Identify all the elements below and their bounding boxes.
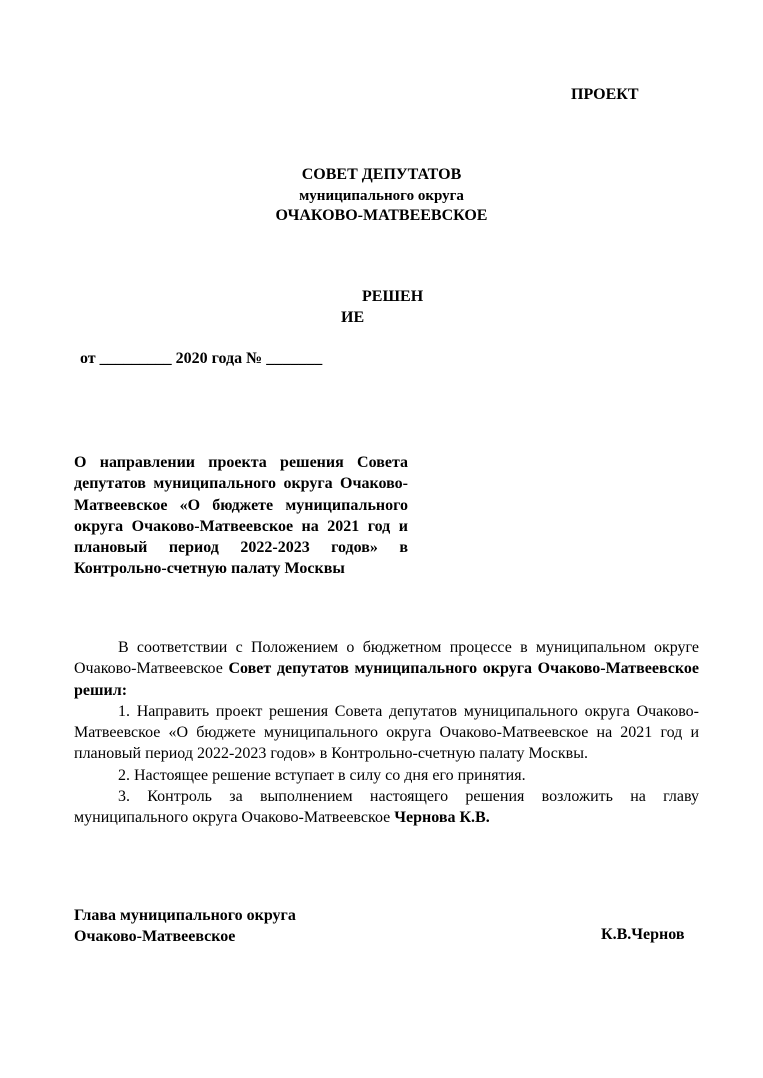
signature-name: К.В.Чернов	[601, 926, 685, 943]
decision-body	[74, 637, 699, 829]
project-stamp: ПРОЕКТ	[571, 86, 639, 103]
decision-subject: О направлении проекта решения Совета депутатов муниципального округа Очаково-Матвеевское «О бюджете муниципального округа Очаково-Матвеевское на 2021 год и плановый период 2022-2023 годов» в Контрольно-счетную палату Москвы	[74, 454, 408, 578]
council-title: СОВЕТ ДЕПУТАТОВ	[301, 166, 462, 183]
preamble-paragraph	[74, 637, 699, 701]
item-3-paragraph	[74, 786, 699, 829]
item-3-person: Чернова К.В.	[394, 809, 490, 827]
item-1: 1. Направить проект решения Совета депутатов муниципального округа Очаково-Матвеевское «О бюджете муниципального округа Очаково-Матвеевское на 2021 год и плановый период 2022-2023 годов» в Контрольно-счетную палату Москвы.	[74, 702, 699, 763]
signature-title-line2: Очаково-Матвеевское	[74, 928, 236, 946]
item-2: 2. Настоящее решение вступает в силу со дня его принятия.	[118, 766, 526, 784]
council-name: ОЧАКОВО-МАТВЕЕВСКОЕ	[275, 207, 488, 224]
decision-word-part2: ИЕ	[341, 309, 365, 326]
preamble-resolution: Совет депутатов муниципального округа Очаково-Матвеевское решил:	[74, 660, 700, 699]
decision-word-part1: РЕШЕН	[362, 288, 424, 305]
signature-title-line1: Глава муниципального округа	[74, 907, 296, 924]
item-3-text: 3. Контроль за выполнением настоящего решения возложить на главу муниципального округа Очаково-Матвеевское	[74, 788, 699, 827]
council-subtitle: муниципального округа	[299, 188, 464, 204]
preamble-text: В соответствии с Положением о бюджетном процессе в муниципальном округе Очаково-Матвеевское	[74, 639, 699, 678]
date-number-line: от _________ 2020 года № _______	[80, 350, 323, 367]
signature-title	[74, 905, 296, 948]
